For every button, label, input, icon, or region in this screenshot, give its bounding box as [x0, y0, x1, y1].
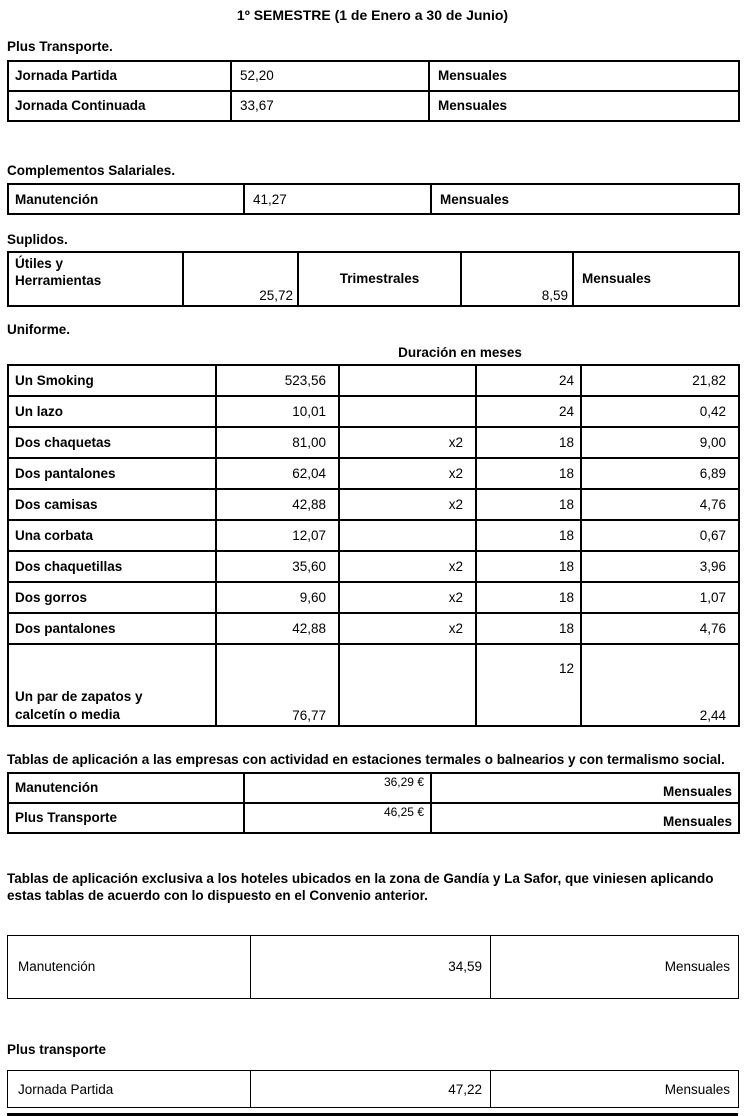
cell-period: Mensuales	[431, 773, 739, 803]
section-heading-complementos: Complementos Salariales.	[7, 162, 176, 178]
suplidos-table	[7, 251, 740, 307]
table-row	[8, 365, 739, 396]
cell-monthly: 3,96	[581, 551, 739, 582]
cell-value: 41,27	[244, 184, 431, 214]
cell-item: Dos chaquetillas	[8, 551, 216, 582]
section-heading-termales: Tablas de aplicación a las empresas con actividad en estaciones termales o balnearios y con termalismo social.	[7, 752, 725, 768]
cell-months: 18	[476, 582, 581, 613]
table-row	[8, 773, 739, 803]
cell-months: 18	[476, 458, 581, 489]
cell-concept: Manutención	[8, 773, 244, 803]
concept-text: Útiles y Herramientas	[15, 255, 102, 289]
termales-table	[7, 772, 740, 834]
cell-item	[8, 644, 216, 726]
table-row	[8, 252, 739, 306]
cell-multiplier: x2	[339, 458, 476, 489]
gandia-manutencion-table	[7, 935, 739, 999]
table-row	[8, 184, 739, 214]
cell-value: 33,67	[231, 91, 429, 121]
cell-period: Mensuales	[431, 803, 739, 833]
table-row	[8, 613, 739, 644]
cell-price: 9,60	[216, 582, 339, 613]
cell-monthly: 0,67	[581, 520, 739, 551]
cell-item: Un lazo	[8, 396, 216, 427]
cell-multiplier: x2	[339, 582, 476, 613]
cell-period: Mensuales	[491, 935, 739, 998]
table-row	[8, 644, 739, 726]
cell-months: 18	[476, 489, 581, 520]
cell-months: 18	[476, 520, 581, 551]
cell-price: 523,56	[216, 365, 339, 396]
cell-period-mensual: Mensuales	[573, 252, 739, 306]
gandia-plus-transporte-table	[7, 1070, 739, 1108]
cell-item: Una corbata	[8, 520, 216, 551]
cell-item: Dos gorros	[8, 582, 216, 613]
cell-monthly: 0,42	[581, 396, 739, 427]
cell-monthly: 9,00	[581, 427, 739, 458]
cell-price: 35,60	[216, 551, 339, 582]
plus-transporte-table	[7, 60, 740, 122]
cell-monthly: 2,44	[581, 644, 739, 726]
item-text: Un par de zapatos y calcetín o media	[15, 689, 143, 722]
cell-item: Dos pantalones	[8, 613, 216, 644]
cell-value: 47,22	[251, 1071, 491, 1108]
cell-price: 12,07	[216, 520, 339, 551]
cell-period: Mensuales	[491, 1071, 739, 1108]
cell-months: 12	[476, 644, 581, 726]
cell-value-mensual: 8,59	[461, 252, 573, 306]
duration-header: Duración en meses	[398, 345, 522, 361]
cell-concept: Jornada Partida	[8, 1071, 251, 1108]
table-row	[8, 396, 739, 427]
cell-months: 24	[476, 365, 581, 396]
table-row	[8, 520, 739, 551]
cell-concept: Plus Transporte	[8, 803, 244, 833]
cell-item: Un Smoking	[8, 365, 216, 396]
cell-multiplier	[339, 396, 476, 427]
cell-price: 42,88	[216, 613, 339, 644]
section-heading-gandia: Tablas de aplicación exclusiva a los hoteles ubicados en la zona de Gandía y La Safor, que viniesen aplicando estas tablas de acuerdo con lo dispuesto en el Convenio anterior.	[7, 870, 714, 904]
cell-concept: Jornada Partida	[8, 61, 231, 91]
cell-monthly: 4,76	[581, 489, 739, 520]
cell-item: Dos chaquetas	[8, 427, 216, 458]
cell-period-trimestral: Trimestrales	[298, 252, 461, 306]
table-row	[8, 551, 739, 582]
table-row	[8, 935, 739, 998]
uniforme-table	[7, 364, 740, 727]
cell-period: Mensuales	[431, 184, 739, 214]
table-row	[8, 489, 739, 520]
cell-value: 52,20	[231, 61, 429, 91]
cell-multiplier	[339, 520, 476, 551]
cell-period: Mensuales	[429, 91, 739, 121]
cell-price: 62,04	[216, 458, 339, 489]
table-row	[8, 1071, 739, 1108]
cell-months: 18	[476, 427, 581, 458]
cell-price: 81,00	[216, 427, 339, 458]
complementos-table	[7, 183, 740, 215]
cell-item: Dos pantalones	[8, 458, 216, 489]
cell-concept	[8, 252, 183, 306]
cell-multiplier: x2	[339, 613, 476, 644]
table-row	[8, 91, 739, 121]
section-heading-uniforme: Uniforme.	[7, 321, 71, 337]
cell-value: 34,59	[251, 935, 491, 998]
cell-multiplier	[339, 365, 476, 396]
cell-multiplier	[339, 644, 476, 726]
cell-item: Dos camisas	[8, 489, 216, 520]
cell-multiplier: x2	[339, 489, 476, 520]
cell-months: 24	[476, 396, 581, 427]
cell-concept: Manutención	[8, 184, 244, 214]
cell-price: 10,01	[216, 396, 339, 427]
table-row	[8, 61, 739, 91]
cell-concept: Jornada Continuada	[8, 91, 231, 121]
cell-monthly: 21,82	[581, 365, 739, 396]
document-page	[7, 0, 738, 1116]
document-title: 1º SEMESTRE (1 de Enero a 30 de Junio)	[236, 7, 509, 23]
section-heading-plus-transporte: Plus Transporte.	[7, 39, 113, 54]
table-row	[8, 427, 739, 458]
cell-value: 36,29 €	[244, 773, 431, 803]
table-row	[8, 458, 739, 489]
table-row	[8, 582, 739, 613]
cell-price: 42,88	[216, 489, 339, 520]
cell-value-trimestral: 25,72	[183, 252, 298, 306]
section-heading-plus-transporte-gandia: Plus transporte	[7, 1041, 107, 1057]
table-row	[8, 803, 739, 833]
cell-months: 18	[476, 551, 581, 582]
cell-monthly: 1,07	[581, 582, 739, 613]
cell-monthly: 6,89	[581, 458, 739, 489]
cell-price: 76,77	[216, 644, 339, 726]
cell-months: 18	[476, 613, 581, 644]
cell-multiplier: x2	[339, 427, 476, 458]
cell-multiplier: x2	[339, 551, 476, 582]
duration-header-row	[7, 344, 738, 362]
cell-period: Mensuales	[429, 61, 739, 91]
cell-monthly: 4,76	[581, 613, 739, 644]
cell-concept: Manutención	[8, 935, 251, 998]
section-heading-suplidos: Suplidos.	[7, 232, 68, 248]
cell-value: 46,25 €	[244, 803, 431, 833]
